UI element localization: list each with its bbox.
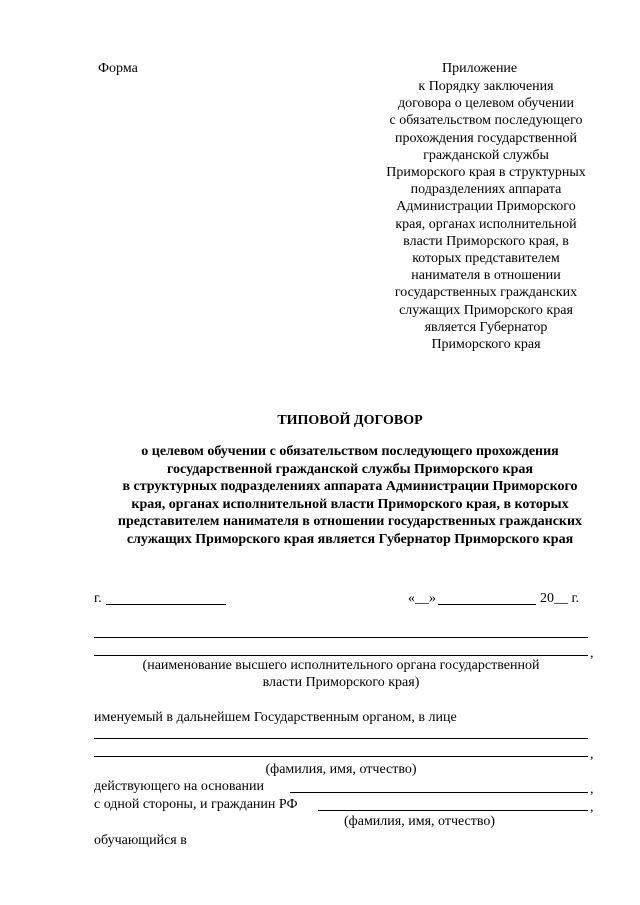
appendix-line: нанимателя в отношении: [411, 268, 561, 284]
subtitle-line: служащих Приморского края является Губернатор Приморского края: [126, 531, 574, 547]
fio-caption: (фамилия, имя, отчество): [265, 762, 417, 777]
subtitle-line: государственной гражданской службы Приморского края: [167, 461, 533, 477]
subtitle-line: края, органах исполнительной власти Приморского края, в которых: [131, 496, 569, 512]
appendix-line: государственных гражданских: [394, 285, 578, 301]
appendix-line: власти Приморского края, в: [403, 233, 569, 249]
appendix-line: является Губернатор: [424, 319, 548, 335]
appendix-line: к Порядку заключения: [418, 79, 554, 94]
appendix-line: гражданской службы: [423, 147, 549, 163]
document-title: ТИПОВОЙ ДОГОВОР: [277, 413, 423, 428]
appendix-line: договора о целевом обучении: [397, 96, 575, 112]
appendix-line: которых представителем: [412, 251, 560, 267]
appendix-line: с обязательством последующего: [389, 113, 583, 129]
appendix-line: Приморского края в структурных: [386, 165, 586, 181]
basis-text: действующего на основании: [94, 779, 265, 794]
org-blank-line-2: [94, 655, 588, 656]
comma: ,: [590, 800, 594, 815]
year-text: 20__ г.: [540, 591, 580, 606]
appendix-line: Администрации Приморского: [396, 199, 576, 215]
appendix-line: прохождения государственной: [395, 130, 577, 146]
date-open: «__»: [408, 591, 436, 606]
subtitle-line: представителем нанимателя в отношении государственных гражданских: [117, 514, 583, 529]
fio-caption-2: (фамилия, имя, отчество): [344, 814, 496, 829]
rep-blank-line-2: [94, 756, 588, 757]
month-blank-line: [438, 604, 536, 605]
comma: ,: [590, 646, 594, 661]
comma: ,: [590, 782, 594, 797]
appendix-block: [350, 78, 622, 353]
subtitle-line: в структурных подразделениях аппарата Администрации Приморского: [122, 479, 578, 494]
city-prefix: г.: [94, 591, 102, 606]
org-blank-line-1: [94, 637, 588, 638]
org-caption-1: (наименование высшего исполнительного органа государственной: [142, 658, 540, 673]
form-label: Форма: [98, 61, 138, 76]
appendix-line: подразделениях аппарата: [410, 182, 562, 198]
citizen-blank-line: [318, 810, 588, 811]
basis-blank-line: [290, 792, 588, 793]
appendix-label: Приложение: [442, 61, 518, 76]
citizen-text: с одной стороны, и гражданин РФ: [94, 797, 298, 812]
appendix-line: Приморского края: [431, 337, 541, 353]
appendix-line: края, органах исполнительной: [395, 216, 577, 232]
appendix-line: служащих Приморского края: [399, 302, 573, 318]
city-blank-line: [106, 604, 226, 605]
student-text: обучающийся в: [94, 833, 187, 848]
subtitle-line: о целевом обучении с обязательством последующего прохождения: [141, 444, 559, 459]
rep-blank-line-1: [94, 738, 588, 739]
document-subtitle: [60, 443, 640, 548]
named-text: именуемый в дальнейшем Государственным органом, в лице: [94, 710, 457, 725]
org-caption-2: власти Приморского края): [262, 675, 420, 690]
comma: ,: [590, 747, 594, 762]
